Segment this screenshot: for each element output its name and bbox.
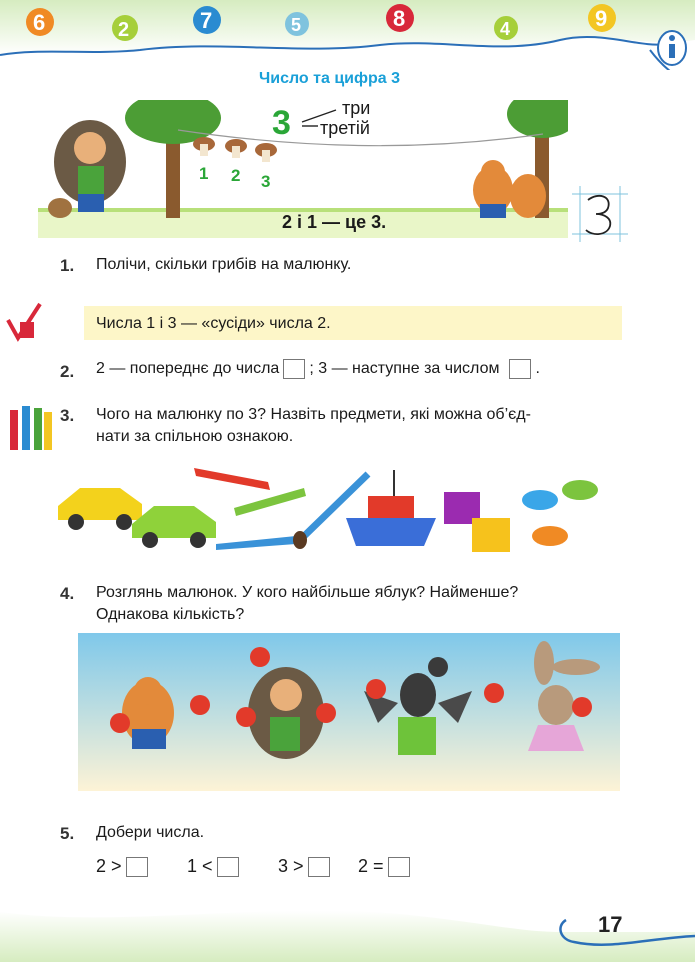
count-label: 2: [231, 166, 241, 185]
svg-text:5: 5: [291, 15, 302, 35]
info-icon: [658, 31, 686, 65]
svg-text:2: 2: [118, 19, 130, 41]
answer-box[interactable]: [217, 857, 239, 877]
answer-box[interactable]: [388, 857, 410, 877]
task-2-text: 2 — попереднє до числа ; 3 — наступне за числом .: [96, 360, 540, 377]
svg-text:7: 7: [200, 8, 213, 33]
answer-box[interactable]: [126, 857, 148, 877]
svg-text:6: 6: [33, 10, 46, 35]
answer-box[interactable]: [283, 359, 305, 379]
task-number: 2.: [60, 362, 75, 381]
task-number: 1.: [60, 256, 75, 275]
rule-note-text: Числа 1 і 3 — «сусіди» числа 2.: [96, 315, 331, 332]
count-label: 1: [199, 164, 209, 183]
word-third: третій: [320, 118, 370, 138]
svg-text:9: 9: [595, 6, 608, 31]
task-text: Полічи, скільки грибів на малюнку.: [96, 256, 352, 273]
svg-text:4: 4: [500, 19, 511, 39]
scene-caption: 2 і 1 — це 3.: [282, 212, 387, 232]
task-text: Розглянь малюнок. У кого найбільше яблук? Найменше? Однакова кількість?: [96, 584, 519, 623]
comparison-item: 2 =: [358, 856, 414, 877]
page-title: Число та цифра 3: [258, 70, 400, 87]
task-number: 5.: [60, 824, 75, 843]
answer-box[interactable]: [509, 359, 531, 379]
task-number: 4.: [60, 584, 75, 603]
svg-text:8: 8: [393, 6, 406, 31]
page-number: 17: [598, 912, 623, 937]
comparison-item: 2 >: [96, 856, 152, 877]
check-mark-icon: [2, 300, 44, 344]
digit-three: 3: [272, 104, 291, 142]
rule-note: [84, 306, 622, 340]
answer-box[interactable]: [308, 857, 330, 877]
markers-icon: [6, 404, 54, 454]
task-text: Чого на малюнку по 3? Назвіть предмети, які можна об’єд- нати за спільною ознакою.: [96, 406, 531, 445]
count-label: 3: [261, 172, 271, 191]
word-three: три: [342, 98, 371, 118]
footer-decoration: [0, 892, 695, 962]
objects-illustration: [50, 460, 610, 560]
task-text: Добери числа.: [96, 824, 205, 841]
apples-illustration: [78, 633, 620, 791]
header-decoration: [0, 0, 695, 70]
comparison-item: 1 <: [187, 856, 243, 877]
handwriting-three-grid: [572, 186, 628, 242]
task-number: 3.: [60, 406, 75, 425]
comparison-item: 3 >: [278, 856, 334, 877]
